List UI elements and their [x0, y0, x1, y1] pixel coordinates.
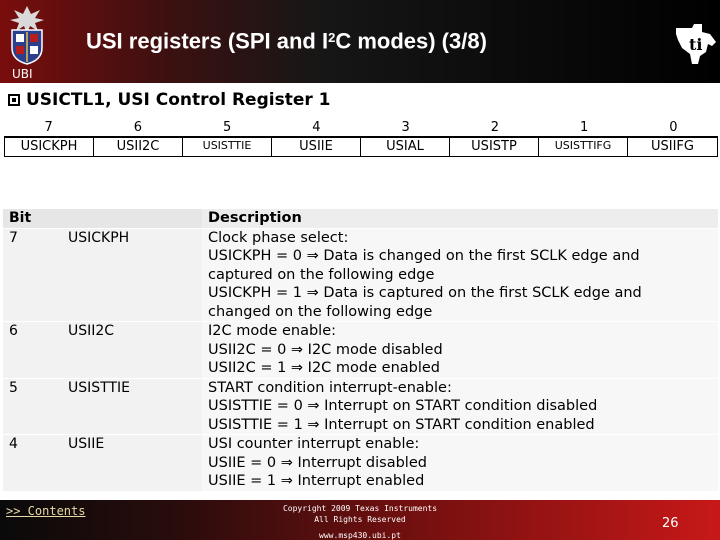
- section-bullet: [8, 90, 331, 110]
- bit-field: USISTTIE: [183, 138, 272, 156]
- row-name: USIIE: [68, 436, 105, 452]
- website-url: www.msp430.ubi.pt: [319, 531, 401, 540]
- table-header-row: [3, 209, 718, 229]
- bit-number: 1: [579, 120, 589, 135]
- row-description: [202, 229, 718, 322]
- description-line: I2C mode enable:: [208, 323, 337, 339]
- table-row: [3, 322, 718, 379]
- bullet-box-icon: [8, 94, 20, 106]
- bit-number: 4: [312, 120, 321, 135]
- slide-title-part1: USI registers (SPI and I: [86, 28, 329, 54]
- register-diagram: [4, 120, 718, 157]
- svg-text:ti: ti: [689, 35, 703, 54]
- description-line: USIIE = 1 ⇒ Interrupt enabled: [208, 473, 425, 489]
- description-line: USICKPH = 0 ⇒ Data is changed on the first SCLK edge and: [208, 248, 640, 264]
- row-name: USII2C: [68, 323, 115, 339]
- copyright-line: Copyright 2009 Texas Instruments: [282, 504, 438, 513]
- texas-instruments-logo-icon: [672, 22, 720, 66]
- description-line: USII2C = 1 ⇒ I2C mode enabled: [208, 360, 440, 376]
- bit-field: USIIE: [272, 138, 361, 156]
- bit-field: USISTP: [450, 138, 539, 156]
- bit-number: 3: [401, 120, 410, 135]
- row-description: [202, 379, 718, 435]
- column-header-description: Description: [202, 209, 718, 228]
- slide-footer: [0, 500, 720, 540]
- column-header-bit: Bit: [9, 210, 32, 226]
- row-description: [202, 435, 718, 491]
- description-line: captured on the following edge: [208, 266, 435, 283]
- copyright-line: All Rights Reserved: [314, 515, 406, 524]
- university-crest-icon: [4, 4, 50, 66]
- description-line: Clock phase select:: [208, 229, 349, 246]
- bit-number: 7: [44, 120, 53, 135]
- bit-field: USIAL: [361, 138, 450, 156]
- table-row: [3, 229, 718, 323]
- bit-number: 2: [490, 120, 500, 135]
- bit-number: 5: [222, 120, 232, 135]
- description-line: changed on the following edge: [208, 303, 433, 320]
- row-description: [202, 322, 718, 378]
- bit-field: USICKPH: [5, 138, 94, 156]
- bit-number: 0: [669, 120, 678, 135]
- bit-field: USISTTIFG: [539, 138, 628, 156]
- bit-field: USII2C: [94, 138, 183, 156]
- slide-title-part2: C modes) (3/8): [335, 28, 487, 54]
- bit-number-row: [4, 120, 718, 136]
- description-line: USICKPH = 1 ⇒ Data is captured on the first SCLK edge and: [208, 285, 642, 301]
- slide-title-superscript: 2: [328, 30, 336, 45]
- slide-title: [86, 28, 487, 54]
- ubi-label: UBI: [12, 67, 33, 81]
- bit-name-row: [4, 136, 718, 157]
- bit-number: 6: [133, 120, 143, 135]
- copyright-notice: [262, 503, 458, 525]
- row-bit: 6: [9, 323, 18, 339]
- description-line: USI counter interrupt enable:: [208, 436, 420, 452]
- table-row: [3, 379, 718, 436]
- bit-field: USIIFG: [651, 139, 694, 154]
- bit-description-table: [3, 209, 718, 492]
- row-name: USISTTIE: [68, 379, 130, 396]
- contents-link[interactable]: >> Contents: [6, 504, 86, 518]
- column-header-name: [68, 209, 202, 228]
- page-number: 26: [662, 516, 679, 531]
- row-name: USICKPH: [68, 229, 130, 246]
- description-line: USII2C = 0 ⇒ I2C mode disabled: [208, 341, 443, 358]
- section-heading: USICTL1, USI Control Register 1: [26, 90, 331, 110]
- table-row: [3, 435, 718, 492]
- row-bit: 5: [9, 379, 18, 396]
- description-line: START condition interrupt-enable:: [208, 379, 452, 396]
- row-bit: 7: [9, 229, 18, 246]
- description-line: USISTTIE = 1 ⇒ Interrupt on START condition enabled: [208, 416, 595, 433]
- row-bit: 4: [9, 436, 18, 452]
- description-line: USIIE = 0 ⇒ Interrupt disabled: [208, 454, 427, 471]
- slide-header: [0, 0, 720, 83]
- description-line: USISTTIE = 0 ⇒ Interrupt on START condition disabled: [208, 398, 598, 414]
